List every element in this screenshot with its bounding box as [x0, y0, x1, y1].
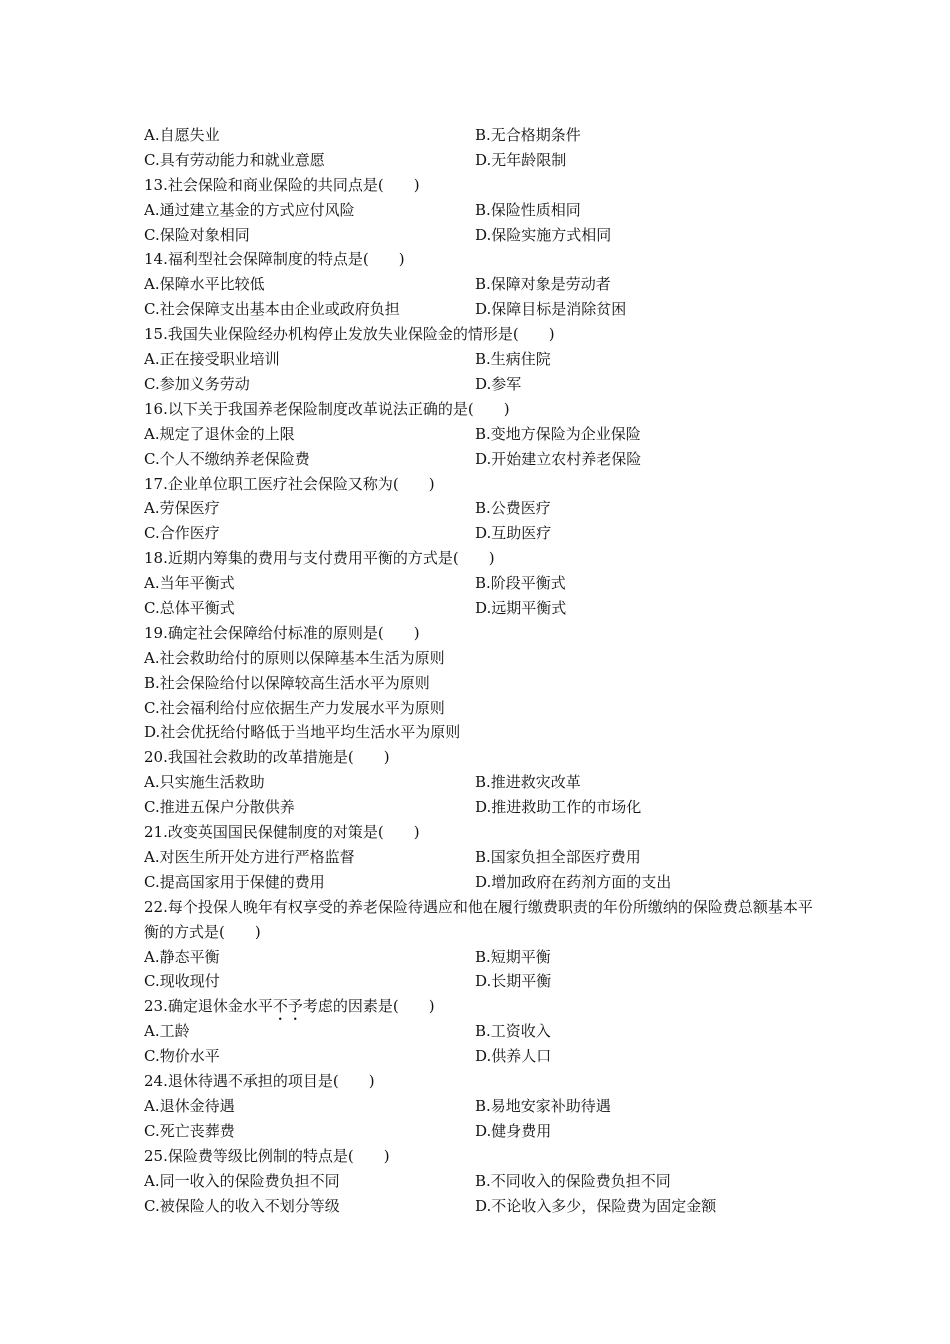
question-stem: 25.保险费等级比例制的特点是( ) [144, 1146, 390, 1165]
option-row [144, 422, 824, 447]
option-text: D.参军 [475, 374, 522, 393]
option-row [144, 297, 824, 322]
option-text: D.推进救助工作的市场化 [475, 798, 642, 817]
stem-text: 23.确定退休金水平 [144, 997, 273, 1016]
option-text: B.不同收入的保险费负担不同 [475, 1171, 671, 1190]
option-text: B.变地方保险为企业保险 [475, 424, 641, 443]
question-stem: 14.福利型社会保障制度的特点是( ) [144, 250, 405, 269]
question-stem [144, 994, 824, 1019]
question-stem: 22.每个投保人晚年有权享受的养老保险待遇应和他在履行缴费职责的年份所缴纳的保险费总额基本平衡的方式是( ) [144, 897, 813, 941]
question-stem: 18.近期内筹集的费用与支付费用平衡的方式是( ) [144, 549, 495, 568]
option-row [144, 372, 824, 397]
option-text: A.正在接受职业培训 [144, 350, 280, 369]
option-text: C.推进五保户分散供养 [144, 798, 295, 817]
option-row [144, 870, 824, 895]
question-stem: 20.我国社会救助的改革措施是( ) [144, 748, 390, 767]
option-row [144, 596, 824, 621]
stem-emphasis: 不予 [272, 997, 303, 1016]
lead-options [144, 123, 824, 173]
option-text: A.对医生所开处方进行严格监督 [144, 847, 355, 866]
option-row [144, 521, 824, 546]
option-text: B.推进救灾改革 [475, 773, 581, 792]
question-block [144, 546, 824, 621]
question-block [144, 1144, 824, 1219]
option-text: B.阶段平衡式 [475, 574, 566, 593]
option-text: B.短期平衡 [475, 947, 551, 966]
option-text: A.保障水平比较低 [144, 275, 265, 294]
question-stem: 13.社会保险和商业保险的共同点是( ) [144, 175, 420, 194]
question-block [144, 820, 824, 895]
option-text: C.参加义务劳动 [144, 374, 250, 393]
stem-text: 考虑的因素是( ) [302, 997, 435, 1016]
question-stem: 17.企业单位职工医疗社会保险又称为( ) [144, 474, 435, 493]
option-text: D.不论收入多少，保险费为固定金额 [475, 1196, 717, 1215]
option-row [144, 272, 824, 297]
option-text: D.增加政府在药剂方面的支出 [475, 872, 672, 891]
question-block [144, 173, 824, 248]
option-text: B.工资收入 [475, 1022, 551, 1041]
option-text: D.互助医疗 [475, 524, 552, 543]
question-block [144, 994, 824, 1069]
question-block [144, 472, 824, 547]
option-text: D.保险实施方式相同 [475, 225, 612, 244]
option-text: D.开始建立农村养老保险 [475, 449, 642, 468]
question-block [144, 247, 824, 322]
option-text: A.同一收入的保险费负担不同 [144, 1171, 340, 1190]
option-row [144, 1044, 824, 1069]
option-row [144, 571, 824, 596]
option-text: D.健身费用 [475, 1121, 552, 1140]
option-row [144, 148, 824, 173]
option-row [144, 770, 824, 795]
option-row [144, 347, 824, 372]
option-text: A.当年平衡式 [144, 574, 235, 593]
option-text: D.供养人口 [475, 1047, 552, 1066]
option-text: C.现收现付 [144, 972, 220, 991]
question-block [144, 745, 824, 820]
option-text: C.被保险人的收入不划分等级 [144, 1196, 340, 1215]
option-row [144, 198, 824, 223]
option-row [144, 945, 824, 970]
option-row [144, 447, 824, 472]
option-text: A.工龄 [144, 1022, 190, 1041]
option-text: B.公费医疗 [475, 499, 551, 518]
question-block [144, 895, 824, 995]
question-block [144, 397, 824, 472]
option-row [144, 1169, 824, 1194]
option-text: B.保障对象是劳动者 [475, 275, 611, 294]
option-text: A.社会救助给付的原则以保障基本生活为原则 [144, 648, 445, 667]
question-block [144, 1069, 824, 1144]
option-text: C.物价水平 [144, 1047, 220, 1066]
option-text: B.国家负担全部医疗费用 [475, 847, 641, 866]
option-row [144, 496, 824, 521]
option-row [144, 1119, 824, 1144]
question-stem: 21.改变英国国民保健制度的对策是( ) [144, 823, 420, 842]
option-text: C.社会福利给付应依据生产力发展水平为原则 [144, 698, 445, 717]
option-text: D.无年龄限制 [475, 150, 567, 169]
option-row [144, 969, 824, 994]
exam-page [144, 123, 824, 1218]
option-text: C.提高国家用于保健的费用 [144, 872, 325, 891]
option-text: C.保险对象相同 [144, 225, 250, 244]
option-text: B.无合格期条件 [475, 126, 581, 144]
option-row [144, 795, 824, 820]
option-text: C.社会保障支出基本由企业或政府负担 [144, 300, 400, 319]
option-text: D.长期平衡 [475, 972, 552, 991]
option-text: B.保险性质相同 [475, 200, 581, 219]
option-text: C.死亡丧葬费 [144, 1121, 235, 1140]
option-text: D.远期平衡式 [475, 599, 567, 618]
question-stem: 15.我国失业保险经办机构停止发放失业保险金的情形是( ) [144, 325, 555, 344]
option-text: A.规定了退休金的上限 [144, 424, 295, 443]
option-text: A.自愿失业 [144, 126, 220, 144]
option-text: A.只实施生活救助 [144, 773, 265, 792]
option-text: C.具有劳动能力和就业意愿 [144, 150, 325, 169]
option-text: B.社会保险给付以保障较高生活水平为原则 [144, 673, 430, 692]
option-row [144, 1094, 824, 1119]
question-stem: 19.确定社会保障给付标准的原则是( ) [144, 623, 420, 642]
option-text: B.易地安家补助待遇 [475, 1096, 611, 1115]
option-text: D.保障目标是消除贫困 [475, 300, 627, 319]
option-text: D.社会优抚给付略低于当地平均生活水平为原则 [144, 723, 461, 742]
question-block [144, 322, 824, 397]
option-text: C.个人不缴纳养老保险费 [144, 449, 310, 468]
question-stem: 24.退休待遇不承担的项目是( ) [144, 1072, 375, 1091]
option-row [144, 123, 824, 148]
option-text: C.合作医疗 [144, 524, 220, 543]
option-text: A.劳保医疗 [144, 499, 220, 518]
question-block [144, 621, 824, 745]
option-row [144, 223, 824, 248]
question-stem: 16.以下关于我国养老保险制度改革说法正确的是( ) [144, 399, 510, 418]
option-text: A.通过建立基金的方式应付风险 [144, 200, 355, 219]
option-text: A.静态平衡 [144, 947, 220, 966]
option-row [144, 1019, 824, 1044]
option-row [144, 845, 824, 870]
option-row [144, 1194, 824, 1219]
option-text: C.总体平衡式 [144, 599, 235, 618]
option-text: B.生病住院 [475, 350, 551, 369]
option-text: A.退休金待遇 [144, 1096, 235, 1115]
